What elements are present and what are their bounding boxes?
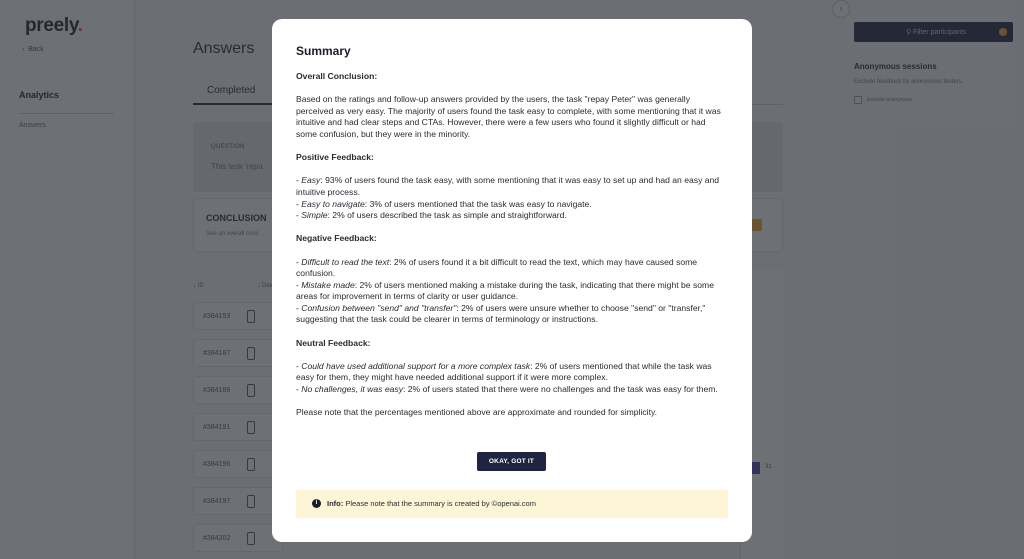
- info-text: Info: Please note that the summary is created by ©openai.com: [327, 499, 536, 508]
- negative-item: - Difficult to read the text: 2% of users found it a bit difficult to read the text, which may have caused some confusion.: [296, 256, 698, 279]
- overall-text: Based on the ratings and follow-up answers provided by the users, the task "repay Peter" was generally perceived as very easy. The majority of users found the task easy to complete, with some mentioning that it was intuitive and had clear steps and CTAs. However, there were a few users who found it slightly difficult or had some confusion, but they were in the minority.: [296, 94, 721, 139]
- positive-item: - Simple: 2% of users described the task as simple and straightforward.: [296, 210, 567, 221]
- neutral-item: - No challenges, it was easy: 2% of users stated that there were no challenges and the task was easy for them.: [296, 384, 718, 395]
- okay-got-it-button[interactable]: OKAY, GOT IT: [477, 452, 546, 471]
- positive-heading: Positive Feedback:: [296, 152, 374, 163]
- summary-content: [296, 71, 728, 419]
- neutral-item: - Could have used additional support for a more complex task: 2% of users mentioned that while the task was easy for them, they might have needed additional support if it were more complex.: [296, 360, 712, 383]
- negative-item: - Mistake made: 2% of users mentioned making a mistake during the task, indicating that there might be some areas for improvement in terms of clarity or user guidance.: [296, 279, 714, 302]
- positive-item: - Easy: 93% of users found the task easy, with some mentioning that it was easy to set up and had an easy and intuitive process.: [296, 175, 720, 197]
- positive-item: - Easy to navigate: 3% of users mentioned that the task was easy to navigate.: [296, 198, 592, 209]
- info-banner: [296, 490, 728, 518]
- negative-heading: Negative Feedback:: [296, 233, 377, 244]
- overall-heading: Overall Conclusion:: [296, 71, 378, 81]
- percentage-note: Please note that the percentages mentioned above are approximate and rounded for simplicity.: [296, 407, 657, 418]
- modal-title: Summary: [296, 44, 351, 58]
- negative-item: - Confusion between "send" and "transfer": 2% of users were unsure whether to choose "send" or "transfer," suggesting that the task could be clearer in terms of terminology or instructions.: [296, 302, 706, 325]
- info-icon: i: [312, 499, 321, 508]
- summary-modal: [272, 19, 752, 542]
- neutral-heading: Neutral Feedback:: [296, 337, 371, 348]
